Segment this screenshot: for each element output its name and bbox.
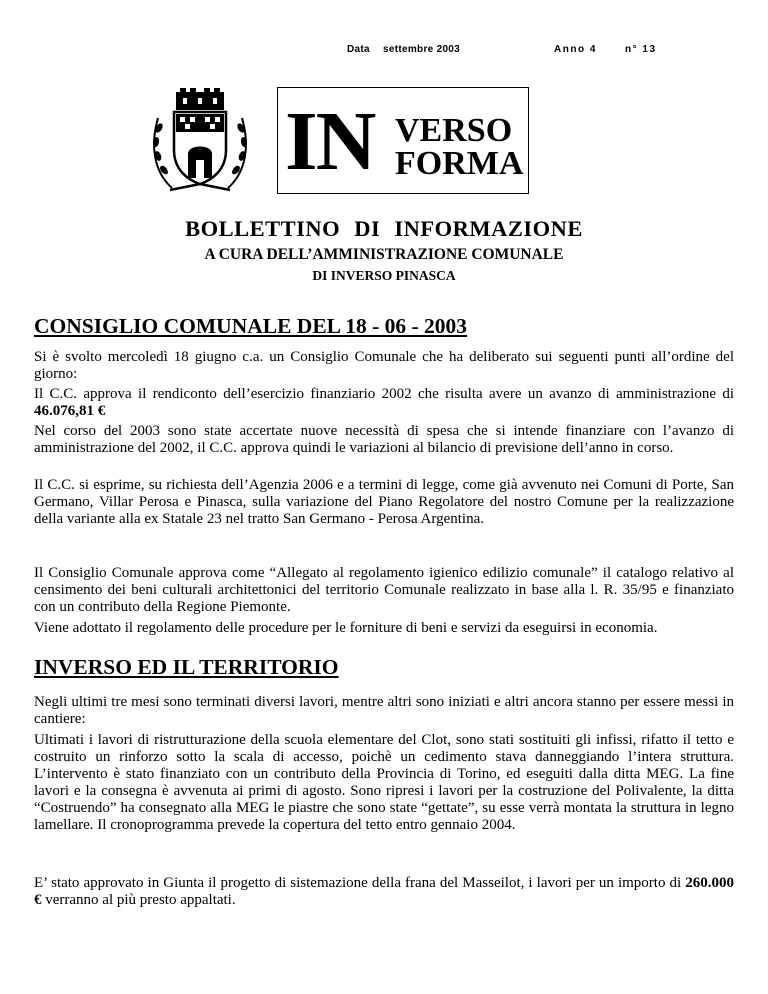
frana-amount: 260.000 € — [34, 875, 734, 908]
section1-paragraph-2-text: Il C.C. approva il rendiconto dell’esercizio finanziario 2002 che risulta avere un avanzo di amministrazione di — [34, 386, 734, 402]
section2-paragraph-1: Negli ultimi tre mesi sono terminati diversi lavori, mentre altri sono iniziati e altri ancora stanno per essere messi in cantiere: — [34, 694, 734, 727]
masthead-title: BOLLETTINO DI INFORMAZIONE — [185, 216, 583, 241]
issue-number: n° 13 — [625, 44, 657, 55]
logo-forma-text: FORMA — [395, 145, 524, 182]
section-title-consiglio: CONSIGLIO COMUNALE DEL 18 - 06 - 2003 — [34, 314, 468, 338]
section2-paragraph-3-end: verranno al più presto appaltati. — [45, 892, 236, 908]
publication-logo — [277, 87, 529, 194]
section-title-territorio: INVERSO ED IL TERRITORIO — [34, 655, 339, 679]
section1-paragraph-3: Nel corso del 2003 sono state accertate nuove necessità di spesa che si intende finanziare con l’avanzo di amministrazione del 2002, il C.C. approva quindi le variazioni al bilancio di previsione dell’anno in corso. — [34, 423, 734, 456]
section1-paragraph-4: Il C.C. si esprime, su richiesta dell’Agenzia 2006 e a termini di legge, come già avvenuto nei Comuni di Porte, San Germano, Villar Perosa e Pinasca, sulla variazione del Piano Regolatore del nostro Comune per la realizzazione della variante alla ex Statale 23 nel tratto San Germano - Perosa Argentina. — [34, 477, 734, 527]
section2-paragraph-3-text: E’ stato approvato in Giunta il progetto di sistemazione della frana del Masseilot, i lavori per un importo di — [34, 875, 682, 891]
masthead-subtitle: A CURA DELL’AMMINISTRAZIONE COMUNALE — [204, 246, 564, 263]
section1-paragraph-2 — [34, 386, 734, 420]
section2-paragraph-3 — [34, 875, 734, 909]
section2-paragraph-2: Ultimati i lavori di ristrutturazione della scuola elementare del Clot, sono stati sostituiti gli infissi, rifatto il tetto e costruito un rinforzo sotto la scala di accesso, poichè un cedimento stava danneggiando l’intera struttura. L’intervento è stato finanziato con un contributo della Provincia di Torino, ed eseguiti dalla ditta MEG. La fine lavori e la consegna è avvenuta ai primi di agosto. Sono ripresi i lavori per la costruzione del Polivalente, la ditta “Costruendo” ha consegnato alla MEG le piastre che sono state “gettate”, su esse verrà montata la struttura in legno lamellare. Il cronoprogramma prevede la copertura del tetto entro gennaio 2004. — [34, 732, 734, 833]
logo-in-text: IN — [285, 95, 375, 188]
avanzo-amount: 46.076,81 € — [34, 403, 106, 419]
date-label: Data — [347, 44, 370, 55]
section1-paragraph-5: Il Consiglio Comunale approva come “Allegato al regolamento igienico edilizio comunale” il catalogo relativo al censimento dei beni culturali architettonici del territorio Comunale realizzato in base alla l. R. 35/95 e finanziato con un contributo della Regione Piemonte. — [34, 565, 734, 615]
year-label: Anno 4 — [554, 44, 597, 55]
section1-paragraph-1: Si è svolto mercoledì 18 giugno c.a. un Consiglio Comunale che ha deliberato sui seguenti punti all’ordine del giorno: — [34, 349, 734, 382]
date-value: settembre 2003 — [383, 44, 461, 55]
masthead-subtitle-2: DI INVERSO PINASCA — [312, 268, 456, 283]
municipal-crest-icon — [150, 88, 250, 198]
section1-paragraph-6: Viene adottato il regolamento delle procedure per le forniture di beni e servizi da eseguirsi in economia. — [34, 620, 658, 636]
logo-verso-text: VERSO — [395, 112, 513, 149]
